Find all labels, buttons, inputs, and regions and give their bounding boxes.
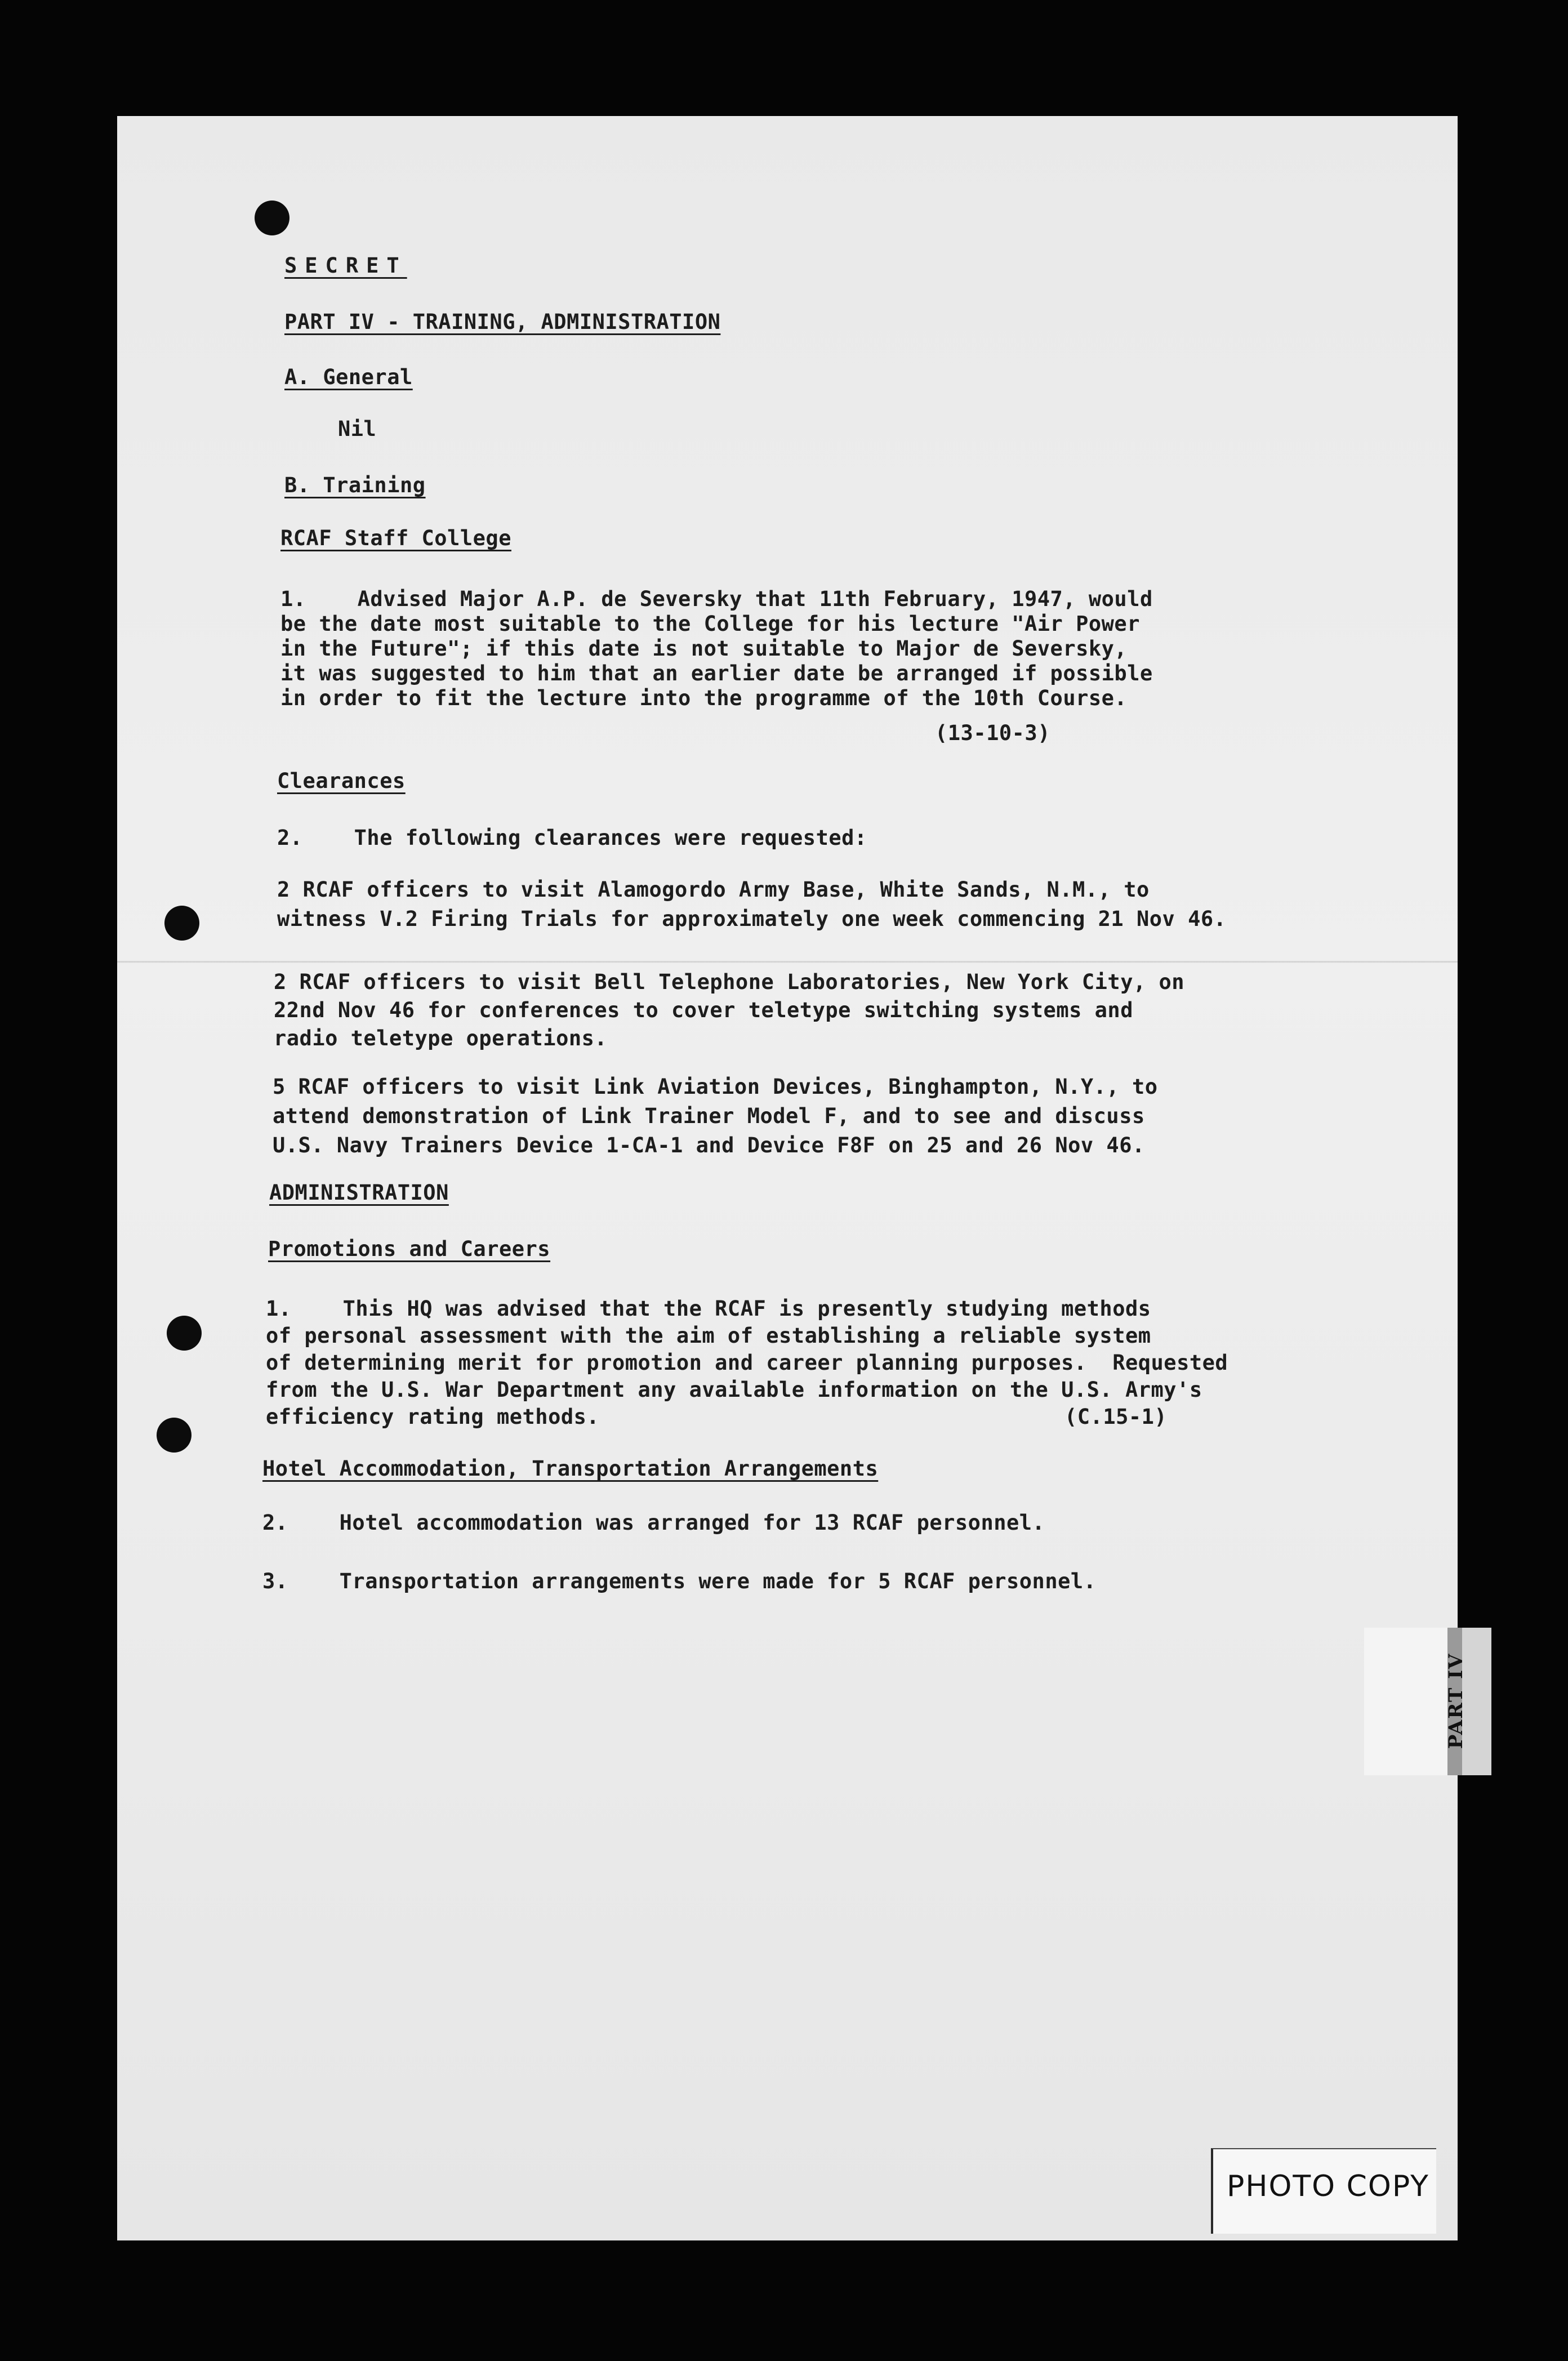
clearance-item-2-line-2: 22nd Nov 46 for conferences to cover teletype switching systems and (274, 998, 1133, 1022)
staff-college-line-4: it was suggested to him that an earlier date be arranged if possible (280, 661, 1153, 685)
classification-heading: SECRET (284, 253, 407, 278)
photocopy-stamp-text: PHOTO COPY (1227, 2170, 1429, 2203)
clearance-item-1-line-1: 2 RCAF officers to visit Alamogordo Army Base, White Sands, N.M., to (277, 877, 1150, 902)
punch-hole-middle (164, 906, 199, 941)
clearance-item-2-line-3: radio teletype operations. (274, 1026, 608, 1050)
transport-item-3: 3. Transportation arrangements were made for 5 RCAF personnel. (262, 1569, 1097, 1593)
section-a-heading: A. General (284, 365, 413, 389)
clearance-item-2-line-1: 2 RCAF officers to visit Bell Telephone Laboratories, New York City, on (274, 970, 1185, 994)
punch-hole-lower-1 (167, 1316, 202, 1351)
part-iv-tab-label: PART IV (1445, 1652, 1467, 1749)
section-a-body: Nil (338, 417, 377, 441)
hotel-transport-heading: Hotel Accommodation, Transportation Arrangements (262, 1456, 879, 1481)
punch-hole-top (255, 201, 289, 235)
part-iv-index-tab (1364, 1628, 1491, 1775)
clearances-intro: 2. The following clearances were requested: (277, 826, 867, 850)
part-title: PART IV - TRAINING, ADMINISTRATION (284, 310, 721, 334)
staff-college-reference: (13-10-3) (935, 721, 1050, 745)
clearances-heading: Clearances (277, 769, 406, 793)
section-b-heading: B. Training (284, 473, 426, 497)
clearance-item-3-line-3: U.S. Navy Trainers Device 1-CA-1 and Device F8F on 25 and 26 Nov 46. (273, 1133, 1145, 1157)
promotions-heading: Promotions and Careers (268, 1237, 551, 1261)
punch-hole-lower-2 (157, 1418, 191, 1453)
page-fold-line (117, 961, 1458, 963)
staff-college-line-3: in the Future"; if this date is not suitable to Major de Seversky, (280, 636, 1128, 661)
clearance-item-3-line-1: 5 RCAF officers to visit Link Aviation Devices, Binghampton, N.Y., to (273, 1075, 1158, 1099)
clearance-item-1-line-2: witness V.2 Firing Trials for approximately one week commencing 21 Nov 46. (277, 907, 1227, 931)
hotel-item-2: 2. Hotel accommodation was arranged for 13 RCAF personnel. (262, 1511, 1045, 1535)
staff-college-heading: RCAF Staff College (280, 526, 511, 550)
promotions-line-3: of determining merit for promotion and career planning purposes. Requested (266, 1351, 1228, 1375)
staff-college-line-2: be the date most suitable to the College for his lecture "Air Power (280, 612, 1140, 636)
staff-college-line-1: 1. Advised Major A.P. de Seversky that 11th February, 1947, would (280, 587, 1153, 611)
promotions-line-4: from the U.S. War Department any available information on the U.S. Army's (266, 1378, 1202, 1402)
clearance-item-3-line-2: attend demonstration of Link Trainer Model F, and to see and discuss (273, 1104, 1145, 1128)
staff-college-line-5: in order to fit the lecture into the programme of the 10th Course. (280, 686, 1128, 710)
document-page (117, 116, 1458, 2240)
promotions-reference: (C.15-1) (1064, 1405, 1168, 1429)
promotions-line-5: efficiency rating methods. (266, 1405, 600, 1429)
promotions-line-1: 1. This HQ was advised that the RCAF is presently studying methods (266, 1297, 1151, 1321)
administration-heading: ADMINISTRATION (269, 1180, 449, 1205)
promotions-line-2: of personal assessment with the aim of establishing a reliable system (266, 1324, 1151, 1348)
